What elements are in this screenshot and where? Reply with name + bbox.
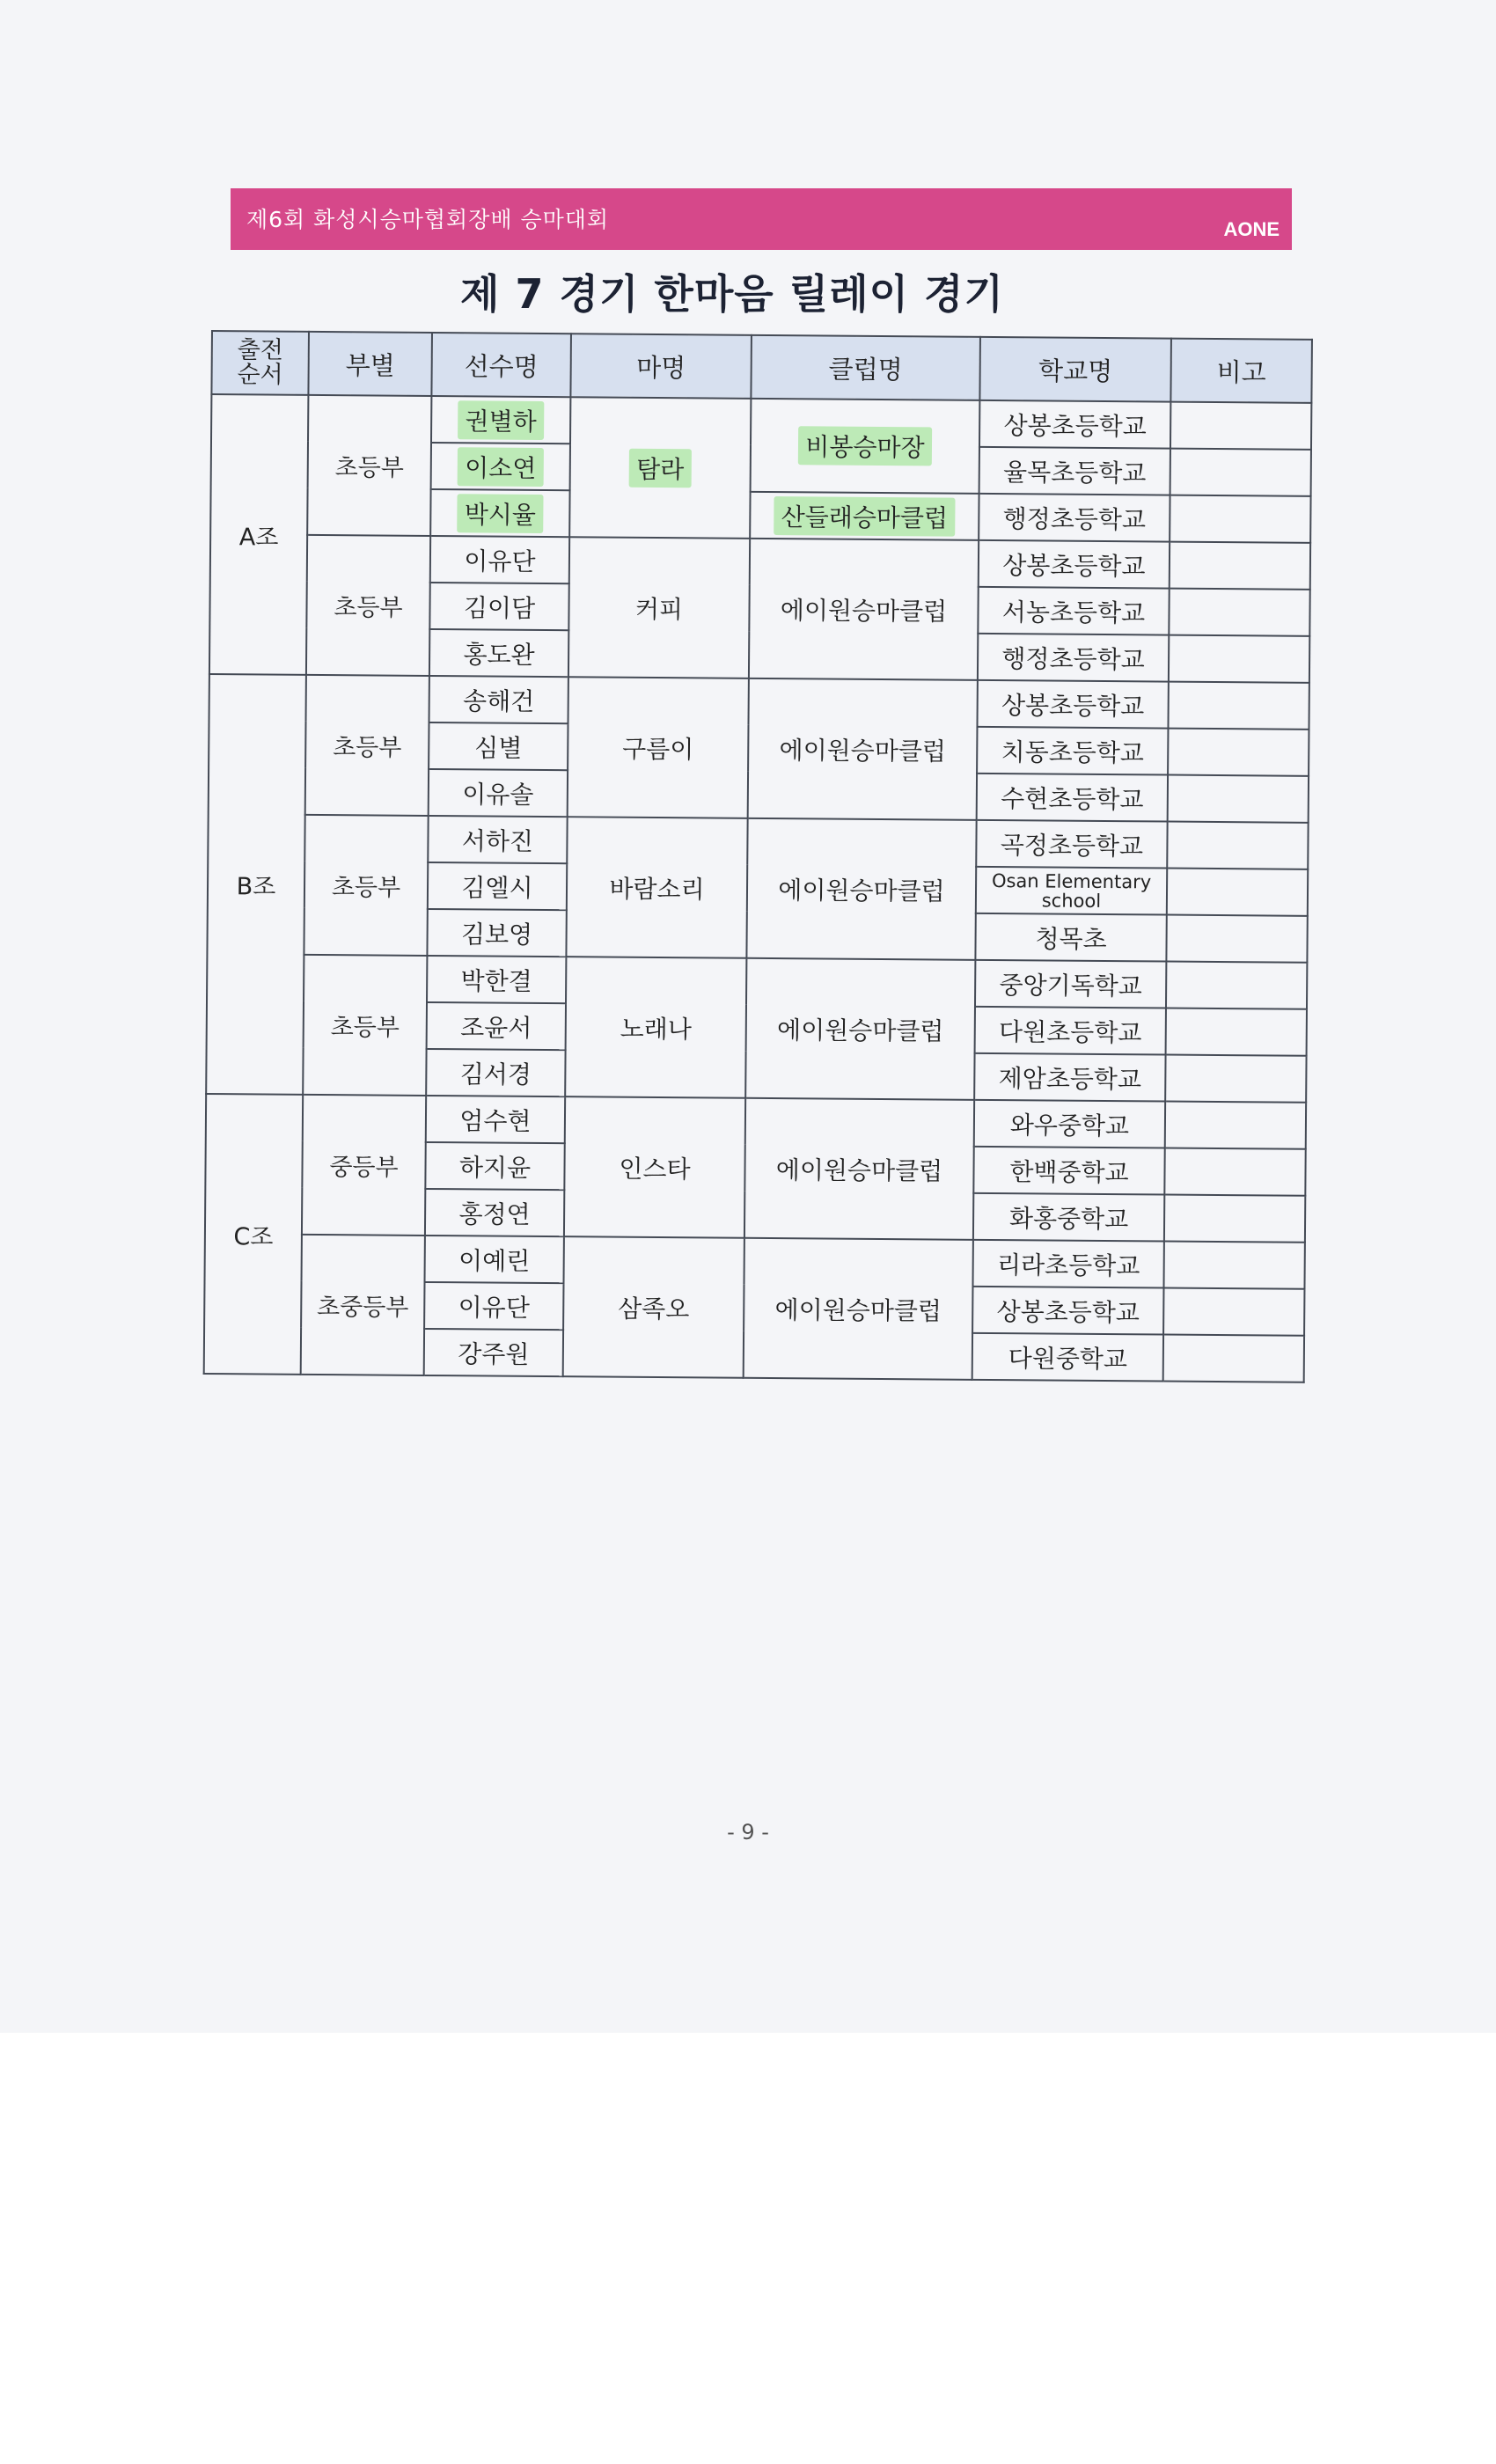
group-cell: A조 [209,394,308,675]
school-cell: 다원초등학교 [975,1007,1166,1055]
school-cell: 화홍중학교 [973,1193,1164,1242]
remarks-cell [1170,495,1310,543]
aone-logo: AONE [1223,218,1280,240]
division-cell: 초등부 [306,535,430,676]
school-cell: 중앙기독학교 [975,960,1166,1008]
remarks-cell [1166,915,1307,963]
school-cell: Osan Elementary school [976,867,1167,915]
remarks-cell [1163,1242,1304,1289]
highlighted-rider: 이소연 [458,447,543,487]
col-header-club: 클럽명 [751,335,980,400]
remarks-cell [1169,635,1309,683]
club-cell [750,492,979,540]
division-cell: 초등부 [303,955,427,1096]
club-cell: 에이원승마클럽 [744,1098,974,1240]
rider-cell: 심별 [429,722,568,770]
remarks-cell [1166,1008,1307,1056]
col-header-school: 학교명 [979,337,1171,402]
remarks-cell [1163,1288,1304,1336]
table-row [211,394,1311,450]
club-cell: 에이원승마클럽 [748,678,978,820]
rider-cell: 박한결 [427,956,566,1003]
event-title: 제6회 화성시승마협회장배 승마대회 [246,207,610,232]
col-header-rider: 선수명 [431,333,571,397]
rider-cell: 김이담 [429,583,568,630]
club-cell: 에이원승마클럽 [749,539,979,680]
col-header-division: 부별 [308,332,432,396]
rider-cell: 김엘시 [428,862,567,910]
col-header-order [211,331,309,395]
school-cell: 행정초등학교 [979,494,1170,542]
remarks-cell [1167,869,1308,916]
school-cell: 청목초 [975,913,1166,962]
col-header-remarks: 비고 [1170,339,1312,403]
rider-cell: 서하진 [428,816,567,863]
group-cell: C조 [204,1094,303,1375]
remarks-cell [1164,1148,1305,1196]
rider-cell [430,489,569,537]
school-cell: 치동초등학교 [977,727,1168,775]
event-banner [231,188,1292,250]
remarks-cell [1170,542,1310,590]
document-title: 제 7 경기 한마음 릴레이 경기 [460,270,1004,318]
remarks-cell [1163,1335,1304,1382]
table-row [210,534,1310,590]
remarks-cell [1165,1102,1306,1149]
remarks-cell [1170,449,1311,496]
remarks-cell [1165,1055,1306,1103]
horse-cell: 커피 [568,537,750,678]
table-row [205,1234,1305,1289]
rider-cell: 김서경 [426,1049,565,1096]
division-cell: 초등부 [305,675,429,816]
rider-cell: 홍도완 [429,629,568,677]
horse-cell: 구름이 [568,677,749,818]
school-cell: 상봉초등학교 [972,1287,1163,1335]
page-number: - 9 - [727,1820,769,1844]
division-cell: 초등부 [304,815,428,956]
school-cell: 리라초등학교 [972,1240,1163,1288]
highlighted-club: 산들래승마클럽 [774,496,956,537]
col-header-order-text: 출전 순서 [237,336,284,389]
table-row [209,674,1309,730]
table-header-row [211,331,1312,403]
rider-cell: 이유단 [424,1282,563,1330]
rider-cell: 이예린 [425,1236,564,1283]
rider-cell: 홍정연 [425,1189,564,1236]
club-cell: 에이원승마클럽 [745,958,975,1100]
division-cell: 초등부 [307,395,431,536]
entry-table-sheet [203,330,1313,1383]
rider-cell [431,443,570,490]
remarks-cell [1170,402,1311,450]
remarks-cell [1168,729,1309,776]
table-row [207,954,1307,1009]
division-cell: 초중등부 [301,1235,425,1375]
rider-cell: 조윤서 [427,1002,566,1050]
school-cell: 수현초등학교 [977,774,1168,822]
division-cell: 중등부 [302,1095,426,1236]
club-cell [751,399,980,494]
highlighted-club: 비봉승마장 [798,426,932,466]
school-cell: 상봉초등학교 [979,540,1170,589]
school-cell: 한백중학교 [973,1147,1164,1195]
table-row [206,1094,1306,1149]
school-cell: 율목초등학교 [979,447,1170,495]
horse-cell: 삼족오 [563,1236,744,1378]
rider-cell: 김보영 [427,909,566,957]
remarks-cell [1168,682,1309,730]
school-cell: 서농초등학교 [978,587,1169,635]
school-cell: 와우중학교 [974,1100,1165,1148]
highlighted-rider: 박시율 [458,494,543,533]
rider-cell: 이유단 [430,536,569,583]
remarks-cell [1164,1195,1305,1243]
rider-cell: 엄수현 [426,1096,565,1143]
school-cell: 제암초등학교 [974,1053,1165,1102]
horse-cell [569,397,751,539]
highlighted-horse: 탐라 [629,448,691,488]
club-cell: 에이원승마클럽 [744,1238,973,1380]
rider-cell: 송해건 [429,676,568,723]
remarks-cell [1167,822,1308,869]
table-row [208,814,1308,869]
highlighted-rider: 권별하 [458,400,543,440]
rider-cell: 이유솔 [429,769,568,817]
col-header-horse: 마명 [570,334,752,399]
school-cell: 곡정초등학교 [976,820,1167,869]
rider-cell [431,396,570,444]
school-cell: 상봉초등학교 [977,680,1168,729]
remarks-cell [1166,962,1307,1009]
rider-cell: 하지윤 [425,1142,564,1190]
school-cell: 상봉초등학교 [979,400,1170,449]
horse-cell: 노래나 [565,957,746,1098]
club-cell: 에이원승마클럽 [746,818,976,960]
school-cell: 행정초등학교 [978,634,1169,682]
horse-cell: 인스타 [564,1096,745,1238]
group-cell: B조 [206,674,306,1095]
remarks-cell [1168,775,1309,823]
horse-cell: 바람소리 [566,817,747,958]
remarks-cell [1169,589,1309,636]
relay-entry-table [203,330,1313,1383]
school-cell: 다원중학교 [972,1333,1163,1382]
rider-cell: 강주원 [424,1329,563,1376]
